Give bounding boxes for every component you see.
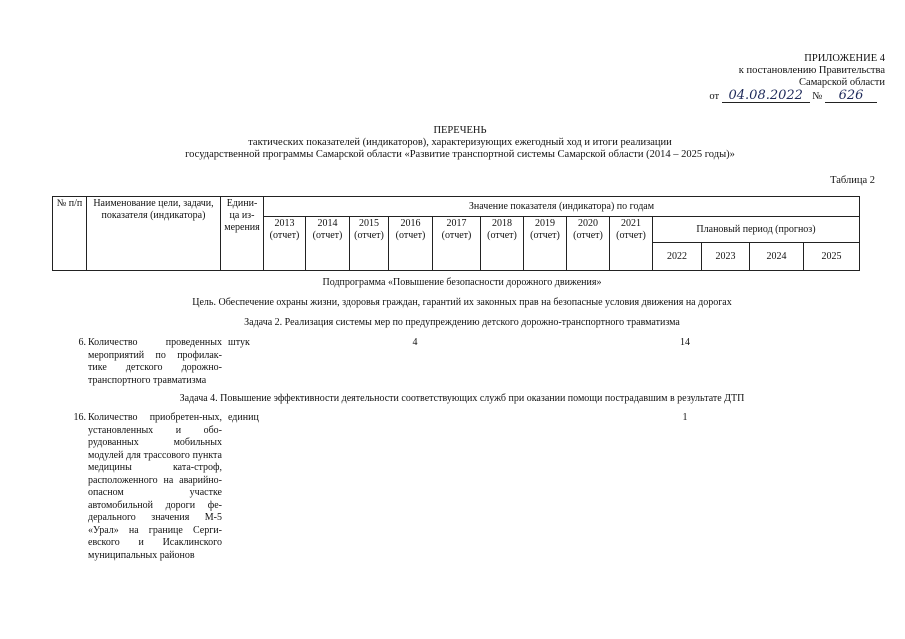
header-year-2016: 2016 (отчет) [389,217,433,271]
appendix-block [645,53,885,103]
header-year-2022: 2022 [653,243,702,271]
header-year-2020: 2020 (отчет) [567,217,610,271]
heading-line-3: государственной программы Самарской области «Развитие транспортной системы Самарской области (2014 – 2025 годы)» [185,149,735,160]
header-year-2019: 2019 (отчет) [524,217,567,271]
header-year-2013: 2013 (отчет) [264,217,306,271]
table-row-16 [52,412,872,562]
handwritten-date: 04.08.2022 [722,90,810,103]
row-16-name: Количество приобретен-ных, установленных и обо-рудованных мобильных модулей для трассового пункта медицины ката-строф, расположенного на аварийно-опасном участке автомобильной дороги фе-дерального значения М-5 «Урал» на границе Серги-евского и Исаклинского муниципальных районов [88,412,222,561]
document-heading [100,125,820,161]
header-year-2023: 2023 [702,243,750,271]
header-year-2021: 2021 (отчет) [610,217,653,271]
header-year-2017: 2017 (отчет) [433,217,481,271]
header-planned-period: Плановый период (прогноз) [653,217,860,243]
goal-title: Цель. Обеспечение охраны жизни, здоровья граждан, гарантий их законных прав на безопасные условия движения на дорогах [192,297,732,308]
handwritten-number: 626 [825,90,877,103]
heading-line-2: тактических показателей (индикаторов), характеризующих ежегодный ход и итоги реализации [248,137,672,148]
header-year-2014: 2014 (отчет) [306,217,350,271]
header-year-2015: 2015 (отчет) [350,217,389,271]
row-16-number: 16. [73,412,86,423]
date-prefix: от [709,91,720,102]
header-year-2025: 2025 [804,243,860,271]
appendix-line-resolution: к постановлению Правительства [738,65,885,76]
header-year-2018: 2018 (отчет) [481,217,524,271]
appendix-title: ПРИЛОЖЕНИЕ 4 [804,53,885,64]
header-no: № п/п [53,197,87,271]
row-6-value-2016: 4 [412,337,418,348]
row-16-value-2022: 1 [682,412,688,423]
row-6-value-2022: 14 [680,337,690,348]
task-2-title: Задача 2. Реализация системы мер по предупреждению детского дорожно-транспортного травматизма [244,317,680,328]
table-label: Таблица 2 [830,175,875,186]
appendix-date-line [645,90,885,103]
row-6-name: Количество проведенных мероприятий по профилак-тике детского дорожно-транспортного травматизма [88,337,222,386]
indicators-table-header [52,196,860,271]
header-values-by-year: Значение показателя (индикатора) по годам [264,197,860,217]
row-6-number: 6. [78,337,86,348]
header-name: Наименование цели, задачи, показателя (индикатора) [87,197,221,271]
header-year-2024: 2024 [750,243,804,271]
header-unit: Едини-ца из-мерения [221,197,264,271]
task-4-title: Задача 4. Повышение эффективности деятельности соответствующих служб при оказании помощи пострадавшим в результате ДТП [179,393,745,404]
number-prefix: № [812,91,823,102]
row-16-unit: единиц [228,412,259,423]
row-6-unit: штук [228,337,250,348]
table-row-6 [52,337,872,387]
appendix-line-region: Самарской области [799,77,885,88]
subprogram-title: Подпрограмма «Повышение безопасности дорожного движения» [322,277,602,288]
heading-title: ПЕРЕЧЕНЬ [433,125,487,136]
